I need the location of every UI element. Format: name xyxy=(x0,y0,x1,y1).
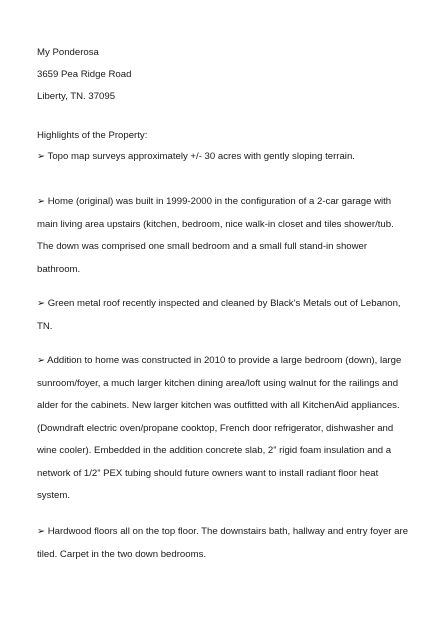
address-street: 3659 Pea Ridge Road xyxy=(37,69,132,80)
bullet-addition: ➢ Addition to home was constructed in 2010 to provide a large bedroom (down), large sunroom/foyer, a much larger kitchen dining area/loft using walnut for the railings and alder for the cabinets. New larger kitchen was outfitted with all KitchenAid appliances. (Downdraft electric oven/propane cooktop, French door refrigerator, dishwasher and wine cooler). Embedded in the addition concrete slab, 2” rigid foam insulation and a network of 1/2” PEX tubing should future owners want to install radiant floor heat system. xyxy=(37,355,402,501)
bullet-home-original: ➢ Home (original) was built in 1999-2000 in the configuration of a 2-car garage with main living area upstairs (kitchen, bedroom, nice walk-in closet and tiles shower/tub. The down was comprised one small bedroom and a small full stand-in shower bathroom. xyxy=(37,196,394,275)
bullet-floors: ➢ Hardwood floors all on the top floor. The downstairs bath, hallway and entry foyer are tiled. Carpet in the two down bedrooms. xyxy=(37,526,409,560)
address-city: Liberty, TN. 37095 xyxy=(37,91,116,102)
highlights-heading: Highlights of the Property: xyxy=(37,130,148,141)
bullet-topo: ➢ Topo map surveys approximately +/- 30 acres with gently sloping terrain. xyxy=(37,151,355,162)
bullet-roof: ➢ Green metal roof recently inspected and cleaned by Black’s Metals out of Lebanon, TN. xyxy=(37,298,401,332)
address-name: My Ponderosa xyxy=(37,47,99,58)
